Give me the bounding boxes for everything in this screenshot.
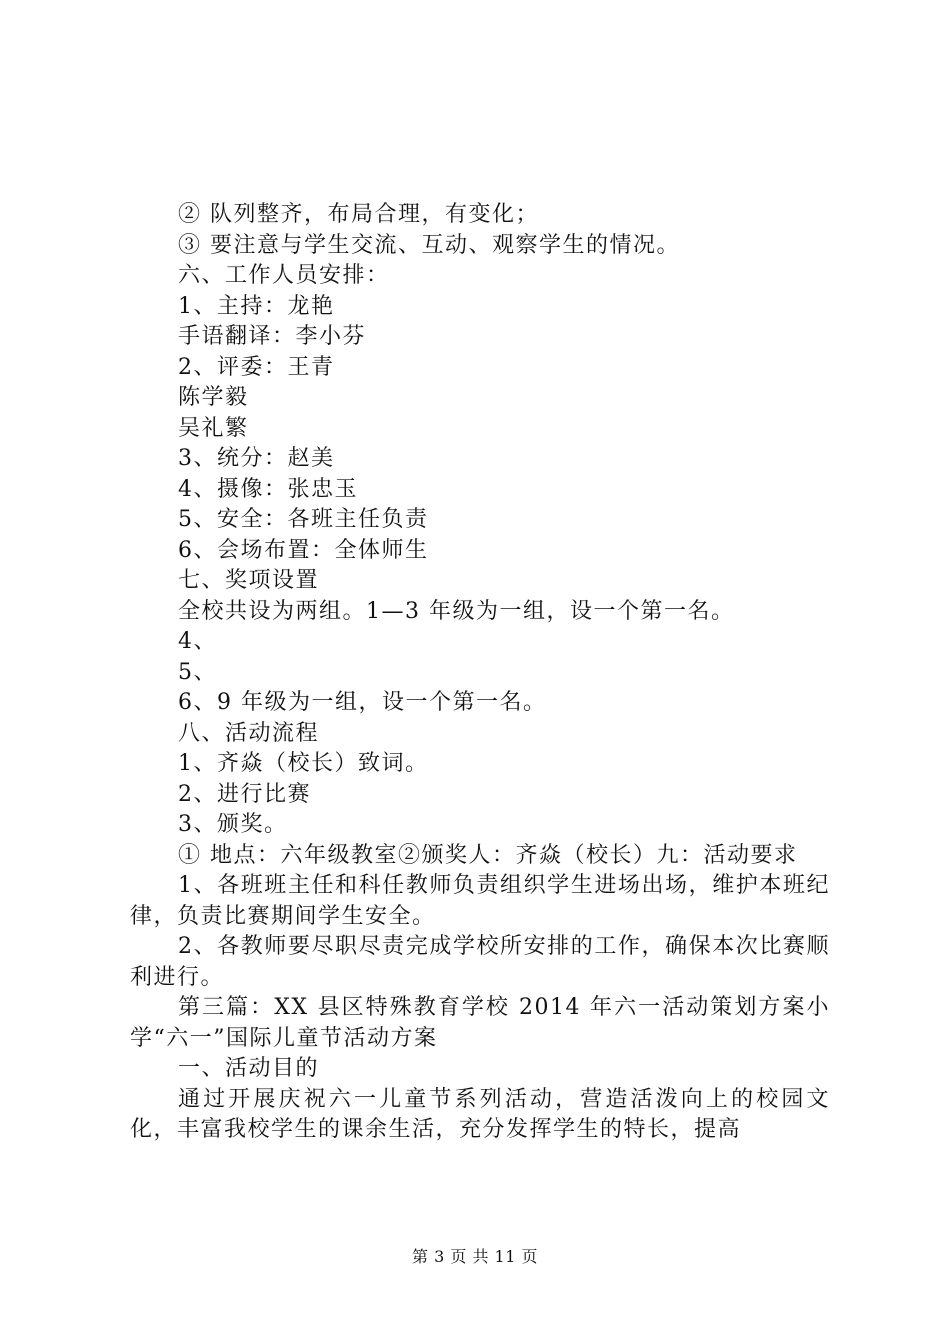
paragraph-requirement-2: 2、各教师要尽职尽责完成学校所安排的工作，确保本次比赛顺利进行。	[130, 934, 830, 990]
staff-host: 1、主持：龙艳	[178, 293, 335, 319]
process-competition: 2、进行比赛	[178, 781, 311, 807]
staff-safety: 5、安全：各班主任负责	[178, 507, 429, 532]
staff-venue: 6、会场布置：全体师生	[178, 537, 429, 563]
staff-judge-2: 陈学毅	[178, 385, 249, 410]
staff-judge-3: 吴礼繁	[178, 415, 249, 441]
list-item-queue-neat: ② 队列整齐，布局合理，有变化；	[178, 202, 539, 227]
awards-item-5: 5、	[178, 659, 217, 685]
paragraph-requirement-1: 1、各班班主任和科任教师负责组织学生进场出场，维护本班纪律，负责比赛期间学生安全。	[130, 873, 830, 929]
paragraph-purpose-body: 通过开展庆祝六一儿童节系列活动，营造活泼向上的校园文化，丰富我校学生的课余生活，充分发挥学生的特长，提高	[130, 1086, 830, 1142]
page-number-footer: 第 3 页 共 11 页	[412, 1247, 538, 1266]
awards-group-2: 6、9 年级为一组，设一个第一名。	[178, 690, 547, 715]
list-item-interaction: ③ 要注意与学生交流、互动、观察学生的情况。	[178, 232, 680, 258]
staff-scoring: 3、统分：赵美	[178, 446, 335, 471]
paragraph-location-requirements: ① 地点：六年级教室②颁奖人：齐焱（校长）九：活动要求	[178, 842, 798, 868]
document-body	[130, 200, 830, 1146]
awards-group-1: 全校共设为两组。1—3 年级为一组，设一个第一名。	[178, 598, 735, 624]
process-speech: 1、齐焱（校长）致词。	[178, 751, 429, 776]
section-heading-staff: 六、工作人员安排：	[178, 263, 390, 288]
staff-sign-language: 手语翻译：李小芬	[178, 324, 367, 349]
section-heading-process: 八、活动流程	[178, 720, 320, 746]
awards-item-4: 4、	[178, 629, 217, 654]
section-heading-awards: 七、奖项设置	[178, 568, 320, 593]
process-awarding: 3、颁奖。	[178, 812, 288, 837]
section-heading-purpose: 一、活动目的	[178, 1056, 320, 1081]
staff-judge: 2、评委：王青	[178, 354, 335, 380]
paragraph-chapter-three-title: 第三篇：XX 县区特殊教育学校 2014 年六一活动策划方案小学“六一”国际儿童节活动方案	[130, 995, 830, 1051]
staff-photography: 4、摄像：张忠玉	[178, 476, 358, 502]
